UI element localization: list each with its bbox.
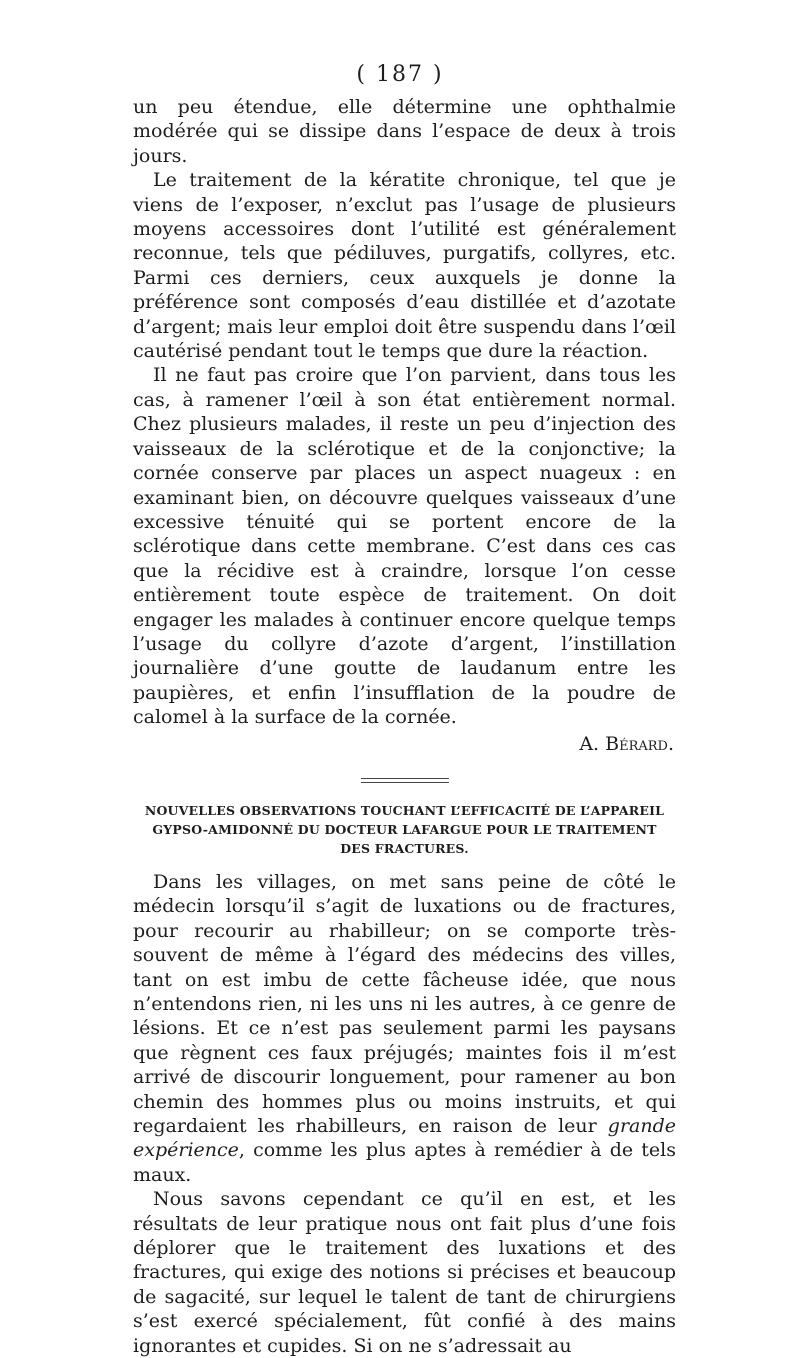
author-signature: A. Bérard. <box>579 732 674 755</box>
page-number: ( 187 ) <box>356 62 444 87</box>
paragraph-village-bonesetters <box>133 870 676 1187</box>
section-divider <box>361 778 449 779</box>
article-heading <box>133 801 676 858</box>
paragraph-text-part: , comme les plus aptes à remédier à de tels maux. <box>133 1139 676 1186</box>
section-keratitis <box>133 95 676 1358</box>
section-fractures <box>133 870 676 1358</box>
paragraph-chronic-keratitis-treatment: Le traitement de la kératite chronique, tel que je viens de l’exposer, n’exclut pas l’usage de plusieurs moyens accessoires dont l’utilité est généralement reconnue, tels que pédiluves, purgatifs, collyres, etc. Parmi ces derniers, ceux auxquels je donne la préférence sont composés d’eau distillée et d’azotate d’argent; mais leur emploi doit être suspendu dans l’œil cautérisé pendant tout le temps que dure la réaction. <box>133 169 676 363</box>
heading-line-1: NOUVELLES OBSERVATIONS TOUCHANT L’EFFICACITÉ DE L’APPAREIL <box>144 802 665 818</box>
heading-line-3: DES FRACTURES. <box>340 840 469 856</box>
emphasized-phrase: grande expérience <box>133 1115 676 1162</box>
paragraph-recurrence: Il ne faut pas croire que l’on parvient, dans tous les cas, à ramener l’œil à son état entièrement normal. Chez plusieurs malades, il reste un peu d’injection des vaisseaux de la sclérotique et de la conjonctive; la cornée conserve par places un aspect nuageux : en examinant bien, on découvre quelques vaisseaux d’une excessive ténuité qui se portent encore de la sclérotique dans cette membrane. C’est dans ces cas que la récidive est à craindre, lorsque l’on cesse entièrement toute espèce de traitement. On doit engager les malades à continuer encore quelque temps l’usage du collyre d’azote d’argent, l’instillation journalière d’une goutte de laudanum entre les paupières, et enfin l’insufflation de la poudre de calomel à la surface de la cornée. <box>133 364 676 729</box>
paragraph-opening: un peu étendue, elle détermine une ophthalmie modérée qui se dissipe dans l’espace de deux à trois jours. <box>133 96 676 167</box>
section-divider-second <box>361 782 449 783</box>
paragraph-consequences: Nous savons cependant ce qu’il en est, et les résultats de leur pratique nous ont fait plus d’une fois déplorer que le traitement des luxations et des fractures, qui exige des notions si précises et beaucoup de sagacité, sur lequel le talent de tant de chirurgiens s’est exercé spécialement, fût confié à des mains ignorantes et cupides. Si on ne s’adressait au <box>133 1188 676 1357</box>
paragraph-text-part: Dans les villages, on met sans peine de côté le médecin lorsqu’il s’agit de luxations ou de fractures, pour recourir au rhabilleur; on se comporte très-souvent de même à l’égard des médecins des villes, tant on est imbu de cette fâcheuse idée, que nous n’entendons rien, ni les uns ni les autres, à ce genre de lésions. Et ce n’est pas seulement parmi les paysans que règnent ces faux préjugés; maintes fois il m’est arrivé de discourir longuement, pour ramener au bon chemin des hommes plus ou moins instruits, et qui regardaient les rhabilleurs, en raison de leur <box>133 870 676 1138</box>
heading-line-2: GYPSO-AMIDONNÉ DU DOCTEUR LAFARGUE POUR LE TRAITEMENT <box>152 821 657 837</box>
